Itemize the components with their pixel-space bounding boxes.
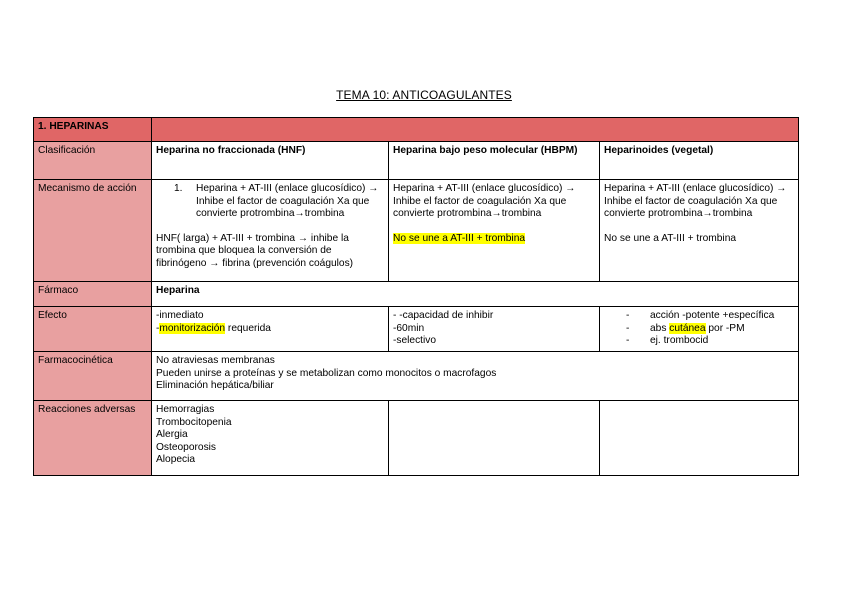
farmacocinetica-line: No atraviesas membranas xyxy=(156,355,275,366)
highlighted-text: cutánea xyxy=(669,322,706,334)
reaccion-item: Alergia xyxy=(156,429,188,441)
cell-mecanismo-heparinoides xyxy=(600,180,799,282)
mecanismo-heparinoides-paragraph: Heparina + AT-III (enlace glucosídico) → Inhibe el factor de coagulación Xa que convierte protrombina→trombina xyxy=(604,183,787,220)
efecto-dash: - xyxy=(156,322,160,334)
reaccion-item: Trombocitopenia xyxy=(156,416,232,428)
row-label-clasificacion: Clasificación xyxy=(34,142,152,180)
row-label-mecanismo: Mecanismo de acción xyxy=(34,180,152,282)
cell-reacciones-hbpm xyxy=(389,401,600,476)
item-number: 1. xyxy=(174,183,183,194)
section-header-row xyxy=(34,118,799,142)
row-label-reacciones: Reacciones adversas xyxy=(34,401,152,476)
row-label-farmaco: Fármaco xyxy=(34,282,152,307)
bullet-dash: - xyxy=(626,322,630,334)
reaccion-item: Osteoporosis xyxy=(156,441,217,453)
cell-mecanismo-hbpm xyxy=(389,180,600,282)
bullet-text: ej. trombocid xyxy=(650,335,709,347)
mecanismo-hbpm-paragraph: Heparina + AT-III (enlace glucosídico) → Inhibe el factor de coagulación Xa que convierte protrombina→trombina xyxy=(393,183,576,220)
efecto-line: -selectivo xyxy=(393,335,437,347)
row-mecanismo xyxy=(34,180,799,282)
row-label-farmacocinetica: Farmacocinética xyxy=(34,352,152,401)
heparinas-table xyxy=(33,117,799,476)
cell-efecto-heparinoides xyxy=(600,307,799,352)
row-label-efecto: Efecto xyxy=(34,307,152,352)
cell-mecanismo-hnf xyxy=(152,180,389,282)
cell-efecto-hbpm xyxy=(389,307,600,352)
section-title: 1. HEPARINAS xyxy=(34,118,152,142)
bullet-prefix: abs xyxy=(650,322,670,334)
cell-reacciones-heparinoides xyxy=(600,401,799,476)
efecto-suffix: requerida xyxy=(225,322,271,334)
efecto-line: -inmediato xyxy=(156,310,204,321)
bullet-dash: - xyxy=(626,335,630,347)
highlighted-text: monitorización xyxy=(159,322,226,334)
efecto-line xyxy=(156,323,384,336)
row-farmaco xyxy=(34,282,799,307)
bullet-text: acción -potente +específica xyxy=(650,310,775,321)
cell-reacciones-hnf xyxy=(152,401,389,476)
farmacocinetica-line: Pueden unirse a proteínas y se metabolizan como monocitos o macrofagos xyxy=(156,367,497,379)
reaccion-item: Hemorragias xyxy=(156,404,215,415)
bullet-item xyxy=(604,310,794,323)
bullet-item xyxy=(604,335,794,348)
cell-efecto-hnf xyxy=(152,307,389,352)
bullet-dash: - xyxy=(626,310,630,321)
item-text: Heparina + AT-III (enlace glucosídico) → Inhibe el factor de coagulación Xa que convierte protrombina→trombina xyxy=(196,183,379,220)
mecanismo-hnf-paragraph: HNF( larga) + AT-III + trombina → inhibe la trombina que bloquea la conversión de fibrinógeno → fibrina (prevención coágulos) xyxy=(156,232,354,269)
numbered-item xyxy=(156,183,384,221)
document-title: TEMA 10: ANTICOAGULANTES xyxy=(336,88,512,102)
efecto-line: -60min xyxy=(393,322,425,334)
cell-farmaco: Heparina xyxy=(152,282,799,307)
mecanismo-heparinoides-note: No se une a AT-III + trombina xyxy=(604,232,737,244)
cell-heparinoides-header: Heparinoides (vegetal) xyxy=(600,142,799,180)
cell-hbpm-header: Heparina bajo peso molecular (HBPM) xyxy=(389,142,600,180)
highlighted-text: No se une a AT-III + trombina xyxy=(393,232,526,244)
section-header-fill xyxy=(152,118,799,142)
row-reacciones xyxy=(34,401,799,476)
bullet-item xyxy=(604,323,794,336)
cell-hnf-header: Heparina no fraccionada (HNF) xyxy=(152,142,389,180)
reaccion-item: Alopecia xyxy=(156,454,196,466)
bullet-suffix: por -PM xyxy=(705,322,745,334)
row-farmacocinetica xyxy=(34,352,799,401)
cell-farmacocinetica xyxy=(152,352,799,401)
bullet-text xyxy=(650,323,745,336)
farmacocinetica-line: Eliminación hepática/biliar xyxy=(156,380,274,392)
efecto-line: - -capacidad de inhibir xyxy=(393,310,494,321)
row-clasificacion xyxy=(34,142,799,180)
row-efecto xyxy=(34,307,799,352)
